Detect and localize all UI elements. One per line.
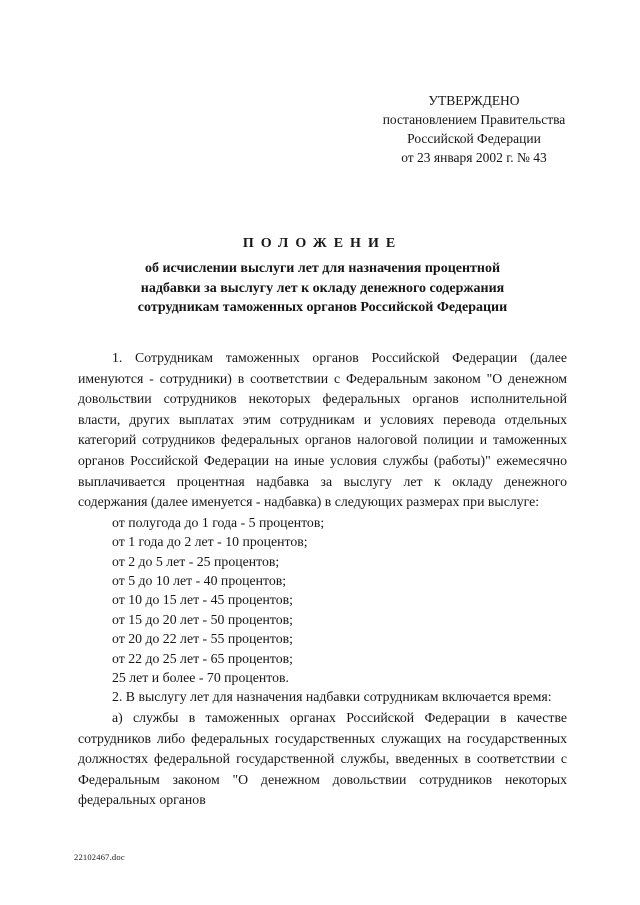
paragraph-2a: а) службы в таможенных органах Российской Федерации в качестве сотрудников либо федеральных государственных служащих на государственных должностях федеральной государственной службы, введенных в соответствии с Федеральным законом "О денежном довольствии сотрудников некоторых федеральных органов (78, 710, 567, 808)
approval-line-decree: постановлением Правительства (382, 112, 566, 127)
document-body (78, 348, 567, 811)
footer-filename: 22102467.doc (74, 852, 125, 862)
approval-line-date-number: от 23 января 2002 г. № 43 (401, 150, 547, 165)
document-subtitle-line: сотрудникам таможенных органов Российской Федерации (137, 300, 508, 315)
list-item: от 15 до 20 лет - 50 процентов; (112, 611, 293, 627)
list-item: 25 лет и более - 70 процентов. (112, 670, 289, 685)
list-item: от 22 до 25 лет - 65 процентов; (112, 650, 293, 666)
paragraph-2: 2. В выслугу лет для назначения надбавки сотрудникам включается время: (112, 689, 552, 705)
paragraph-1: 1. Сотрудникам таможенных органов Российской Федерации (далее именуются - сотрудники) в соответствии с Федеральным законом "О денежном довольствии сотрудников некоторых федеральных органов исполнительной власти, других выплатах этим сотрудникам и условиях перевода отдельных категорий сотрудников федеральных органов налоговой полиции и таможенных органов Российской Федерации на иные условия службы (работы)" ежемесячно выплачивается процентная надбавка за выслугу лет к окладу денежного содержания (далее именуется - надбавка) в следующих размерах при выслуге: (78, 350, 567, 510)
list-item: от 20 до 22 лет - 55 процентов; (112, 631, 293, 647)
title-block (78, 236, 567, 318)
document-subtitle-line: надбавки за выслугу лет к окладу денежного содержания (140, 280, 505, 296)
document-title: ПОЛОЖЕНИЕ (242, 236, 403, 251)
list-item: от полугода до 1 года - 5 процентов; (112, 514, 325, 530)
approval-line-federation: Российской Федерации (407, 131, 541, 146)
list-item: от 1 года до 2 лет - 10 процентов; (112, 534, 308, 550)
list-item: от 10 до 15 лет - 45 процентов; (112, 592, 293, 608)
list-item: от 2 до 5 лет - 25 процентов; (112, 553, 280, 569)
approval-block (346, 91, 602, 167)
seniority-percentage-list (112, 513, 567, 688)
approval-line-approved: УТВЕРЖДЕНО (428, 93, 520, 108)
list-item: от 5 до 10 лет - 40 процентов; (112, 572, 287, 588)
document-subtitle-line: об исчислении выслуги лет для назначения процентной (144, 261, 501, 276)
